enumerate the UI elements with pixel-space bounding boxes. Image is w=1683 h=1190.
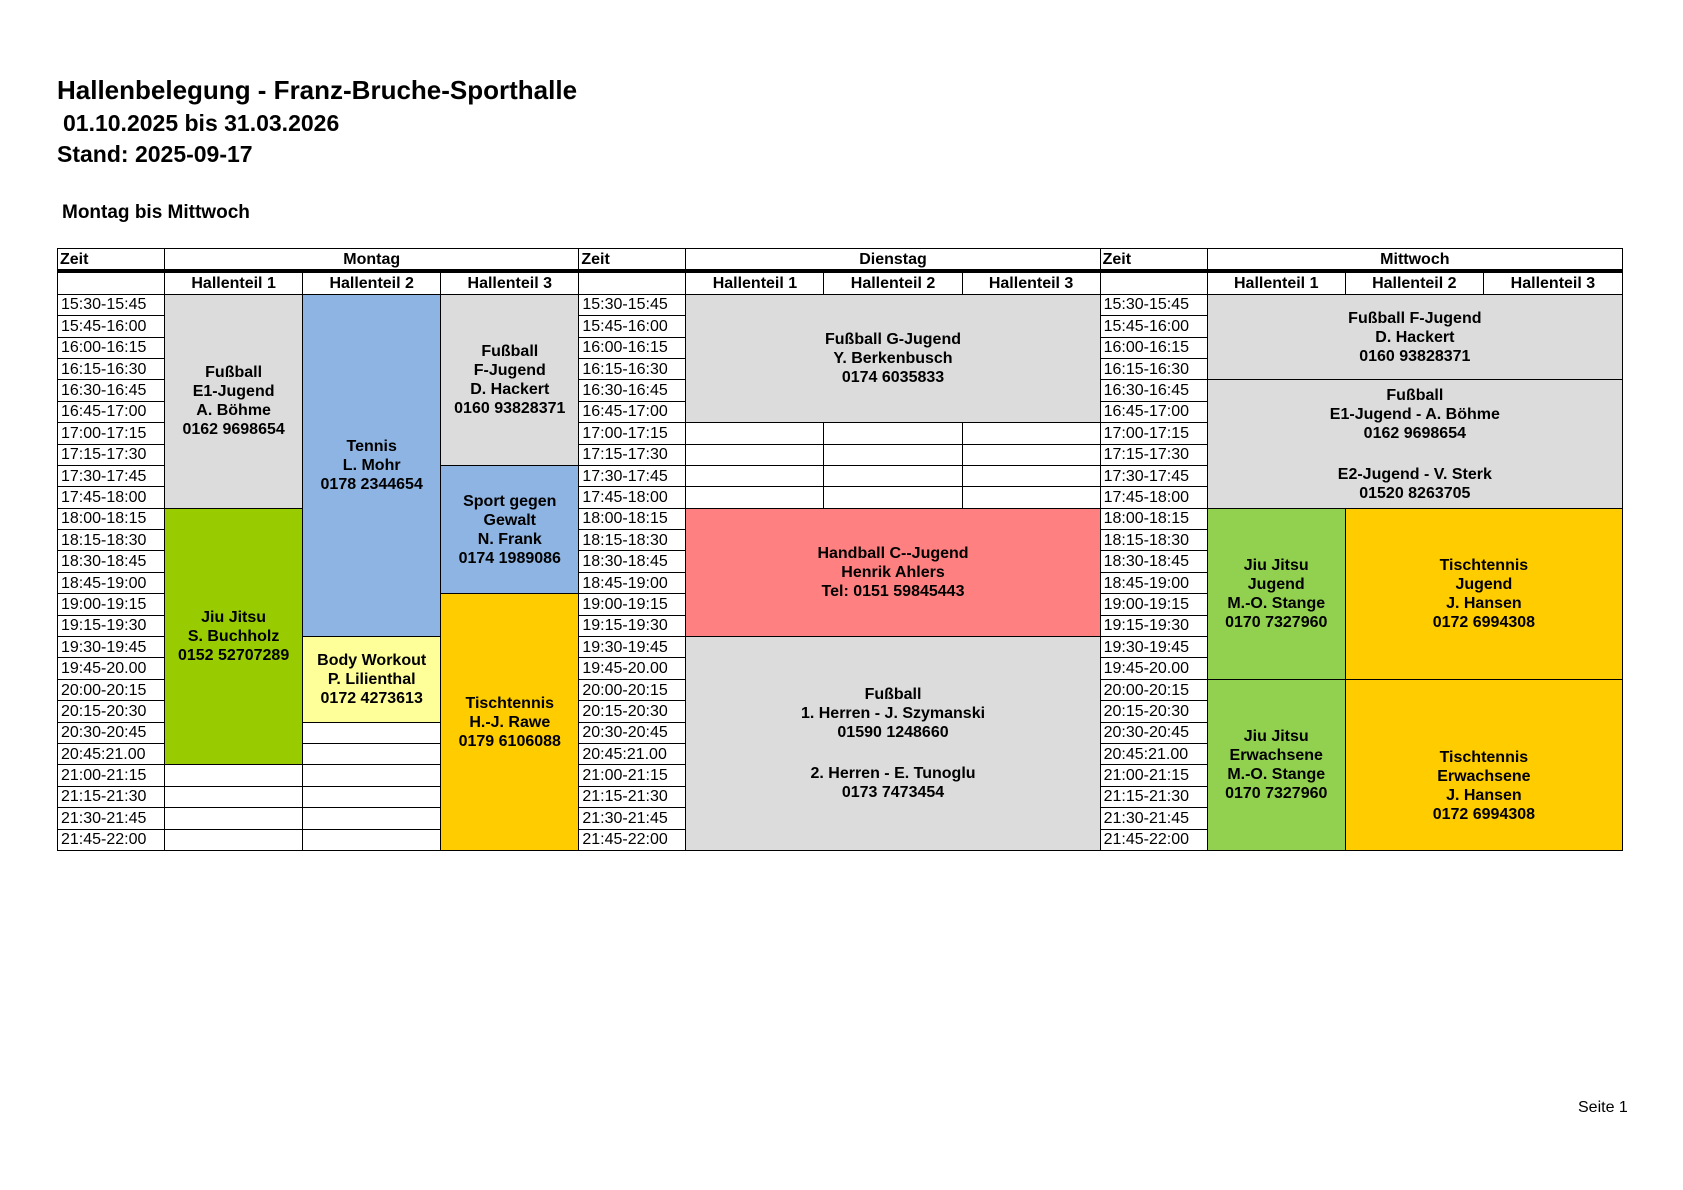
booking-line: F-Jugend [473,361,546,379]
booking-line: Jiu Jitsu [1243,727,1309,745]
booking-line: E2-Jugend - V. Sterk [1337,465,1492,483]
booking-di-fussball-herren [686,637,1100,851]
time-cell: 15:30-15:45 [58,294,165,315]
time-cell: 20:00-20:15 [579,679,686,700]
booking-mi-h1-jiujitsu-erw [1207,679,1345,850]
empty-slot [165,808,303,829]
empty-slot [962,487,1100,508]
empty-slot [303,808,441,829]
time-cell: 19:30-19:45 [579,637,686,658]
booking-line: Fußball [481,342,539,360]
time-cell: 16:45-17:00 [1100,401,1207,422]
time-cell: 16:15-16:30 [1100,358,1207,379]
booking-mo-h1-fussball [165,294,303,508]
zeit-header: Zeit [579,249,686,272]
booking-line: 0160 93828371 [1359,347,1471,365]
time-cell: 16:45-17:00 [58,401,165,422]
time-cell: 18:15-18:30 [1100,530,1207,551]
booking-line: Jiu Jitsu [1243,556,1309,574]
time-cell: 20:45:21.00 [1100,743,1207,764]
page-title: Hallenbelegung - Franz-Bruche-Sporthalle [57,75,578,105]
booking-line: Fußball [864,685,922,703]
booking-line: 0178 2344654 [320,475,423,493]
time-cell: 21:00-21:15 [58,765,165,786]
booking-line: H.-J. Rawe [469,713,551,731]
booking-di-fussball-g [686,294,1100,422]
time-cell: 18:30-18:45 [58,551,165,572]
booking-mo-h1-jiujitsu [165,508,303,765]
booking-line: Erwachsene [1229,746,1323,764]
time-cell: 20:30-20:45 [58,722,165,743]
booking-line: 0170 7327960 [1225,784,1328,802]
time-cell: 18:15-18:30 [579,530,686,551]
booking-mo-h2-body [303,637,441,723]
time-cell: 20:00-20:15 [1100,679,1207,700]
hallenteil-header-1: Hallenteil 1 [165,271,303,294]
schedule-table [57,248,1623,851]
booking-line: L. Mohr [342,456,401,474]
booking-mi-h1-jiujitsu-jugend [1207,508,1345,679]
booking-line: D. Hackert [1375,328,1455,346]
time-cell: 21:15-21:30 [579,786,686,807]
time-cell: 21:45-22:00 [1100,829,1207,850]
hallenteil-header-1: Hallenteil 1 [686,271,824,294]
booking-line: Jugend [1455,575,1513,593]
empty-slot [303,786,441,807]
hallenteil-header-2: Hallenteil 2 [303,271,441,294]
booking-mo-h2-tennis [303,294,441,636]
booking-line: Sport gegen [463,492,557,510]
booking-line: Handball C--Jugend [817,544,969,562]
booking-line: Erwachsene [1437,768,1531,786]
time-cell: 19:00-19:15 [58,594,165,615]
booking-line: Body Workout [317,651,427,669]
time-cell: 16:45-17:00 [579,401,686,422]
time-cell: 19:15-19:30 [58,615,165,636]
booking-line: 0160 93828371 [454,399,566,417]
time-cell: 20:00-20:15 [58,679,165,700]
time-cell: 20:30-20:45 [1100,722,1207,743]
time-cell: 17:00-17:15 [58,423,165,444]
booking-line: Y. Berkenbusch [833,349,953,367]
empty-slot [962,465,1100,486]
empty-slot [303,829,441,850]
booking-line: Tischtennis [1439,749,1529,767]
time-cell: 17:30-17:45 [579,465,686,486]
booking-line: Tennis [346,437,397,455]
booking-line: 0152 52707289 [177,647,290,665]
booking-line: E1-Jugend - A. Böhme [1329,405,1500,423]
empty-slot [165,786,303,807]
time-cell: 18:30-18:45 [579,551,686,572]
booking-line: 0174 1989086 [458,549,561,567]
time-cell: 15:30-15:45 [579,294,686,315]
booking-line: Henrik Ahlers [841,563,945,581]
booking-mo-h3-fussball [441,294,579,465]
time-cell: 16:30-16:45 [1100,380,1207,401]
time-cell: 16:00-16:15 [1100,337,1207,358]
time-cell: 18:00-18:15 [1100,508,1207,529]
time-cell: 19:15-19:30 [1100,615,1207,636]
booking-line: 0172 4273613 [320,689,423,707]
time-cell: 17:45-18:00 [58,487,165,508]
booking-line: 0172 6994308 [1432,613,1536,631]
empty-slot [824,465,962,486]
time-cell: 16:30-16:45 [58,380,165,401]
booking-line: Tischtennis [465,694,555,712]
time-cell: 16:30-16:45 [579,380,686,401]
empty-header-cell [58,271,165,294]
empty-slot [962,423,1100,444]
time-cell: 20:30-20:45 [579,722,686,743]
booking-line: 0162 9698654 [1363,424,1466,442]
time-cell: 17:00-17:15 [579,423,686,444]
booking-line: 0172 6994308 [1432,806,1536,824]
time-cell: 15:30-15:45 [1100,294,1207,315]
time-cell: 18:15-18:30 [58,530,165,551]
time-cell: 19:00-19:15 [1100,594,1207,615]
booking-mi-fussball-e [1207,380,1622,508]
booking-line: M.-O. Stange [1227,594,1326,612]
booking-line: 01590 1248660 [837,723,949,741]
time-cell: 18:00-18:15 [58,508,165,529]
hallenteil-header-1: Hallenteil 1 [1207,271,1345,294]
booking-line: 2. Herren - E. Tunoglu [810,764,976,782]
zeit-header: Zeit [1100,249,1207,272]
empty-slot [824,423,962,444]
time-cell: 17:45-18:00 [1100,487,1207,508]
time-cell: 19:00-19:15 [579,594,686,615]
time-cell: 17:00-17:15 [1100,423,1207,444]
empty-slot [686,465,824,486]
booking-line: J. Hansen [1446,594,1522,612]
time-cell: 21:30-21:45 [579,808,686,829]
booking-mo-h3-sport [441,465,579,593]
time-cell: 18:45-19:00 [58,572,165,593]
booking-line: Gewalt [483,511,536,529]
empty-slot [824,487,962,508]
booking-line: E1-Jugend [192,383,275,401]
booking-line: Tischtennis [1439,556,1529,574]
time-cell: 21:00-21:15 [579,765,686,786]
time-cell: 19:45-20.00 [1100,658,1207,679]
booking-line: Jugend [1247,575,1305,593]
booking-line: 0173 7473454 [841,783,945,801]
booking-di-handball [686,508,1100,636]
empty-slot [165,829,303,850]
time-cell: 18:45-19:00 [579,572,686,593]
time-cell: 21:45-22:00 [58,829,165,850]
empty-slot [962,444,1100,465]
booking-line: 0179 6106088 [458,732,561,750]
time-cell: 18:30-18:45 [1100,551,1207,572]
day-header-montag: Montag [165,249,579,272]
section-title: Montag bis Mittwoch [62,202,250,223]
time-cell: 21:15-21:30 [58,786,165,807]
zeit-header: Zeit [58,249,165,272]
empty-header-cell [579,271,686,294]
time-cell: 17:15-17:30 [579,444,686,465]
hallenteil-header-3: Hallenteil 3 [1483,271,1622,294]
booking-mo-h3-tischtennis [441,594,579,851]
time-cell: 17:15-17:30 [1100,444,1207,465]
time-cell: 16:15-16:30 [58,358,165,379]
booking-mi-h23-tischtennis-jugend [1345,508,1622,679]
time-cell: 17:30-17:45 [58,465,165,486]
time-cell: 19:30-19:45 [58,637,165,658]
time-cell: 18:00-18:15 [579,508,686,529]
booking-mi-h23-tischtennis-erw [1345,722,1622,850]
booking-line: P. Lilienthal [327,670,416,688]
time-cell: 21:00-21:15 [1100,765,1207,786]
empty-slot [303,722,441,743]
booking-line: Fußball [1386,386,1444,404]
booking-line: 1. Herren - J. Szymanski [800,704,986,722]
empty-slot [165,765,303,786]
booking-line: Tel: 0151 59845443 [821,582,965,600]
empty-slot [686,444,824,465]
booking-line: J. Hansen [1446,787,1522,805]
time-cell: 20:15-20:30 [58,701,165,722]
booking-line: Jiu Jitsu [201,609,267,627]
booking-line: S. Buchholz [187,628,280,646]
time-cell: 20:45:21.00 [58,743,165,764]
time-cell: 20:45:21.00 [579,743,686,764]
time-cell: 18:45-19:00 [1100,572,1207,593]
stand-date: Stand: 2025-09-17 [57,141,253,167]
booking-line: Fußball F-Jugend [1348,309,1482,327]
hallenteil-header-2: Hallenteil 2 [824,271,962,294]
empty-slot [824,444,962,465]
booking-mi-fussball-f [1207,294,1622,380]
time-cell: 19:15-19:30 [579,615,686,636]
time-cell: 16:15-16:30 [579,358,686,379]
booking-line: D. Hackert [470,380,550,398]
time-cell: 21:45-22:00 [579,829,686,850]
day-header-mittwoch: Mittwoch [1207,249,1622,272]
booking-line: N. Frank [477,530,542,548]
booking-line: Fußball [205,364,263,382]
booking-block-empty [1345,679,1622,722]
time-cell: 15:45-16:00 [1100,316,1207,337]
empty-slot [303,743,441,764]
time-cell: 19:45-20.00 [579,658,686,679]
booking-line: Fußball G-Jugend [825,330,961,348]
booking-line: 01520 8263705 [1359,484,1471,502]
booking-line: M.-O. Stange [1227,765,1326,783]
time-cell: 17:15-17:30 [58,444,165,465]
empty-slot [686,487,824,508]
hallenteil-header-2: Hallenteil 2 [1345,271,1483,294]
time-cell: 21:30-21:45 [58,808,165,829]
time-cell: 21:30-21:45 [1100,808,1207,829]
empty-slot [686,423,824,444]
day-header-dienstag: Dienstag [686,249,1100,272]
empty-slot [303,765,441,786]
hallenteil-header-3: Hallenteil 3 [441,271,579,294]
period: 01.10.2025 bis 31.03.2026 [63,110,340,136]
time-cell: 15:45-16:00 [579,316,686,337]
time-cell: 16:00-16:15 [579,337,686,358]
time-cell: 20:15-20:30 [579,701,686,722]
booking-line: 0170 7327960 [1225,613,1328,631]
time-cell: 16:00-16:15 [58,337,165,358]
time-cell: 20:15-20:30 [1100,701,1207,722]
page-number: Seite 1 [1578,1099,1628,1116]
hallenteil-header-3: Hallenteil 3 [962,271,1100,294]
time-cell: 19:45-20.00 [58,658,165,679]
booking-line: 0162 9698654 [182,421,285,439]
time-cell: 15:45-16:00 [58,316,165,337]
time-cell: 17:30-17:45 [1100,465,1207,486]
empty-header-cell [1100,271,1207,294]
time-cell: 19:30-19:45 [1100,637,1207,658]
time-cell: 17:45-18:00 [579,487,686,508]
time-cell: 21:15-21:30 [1100,786,1207,807]
booking-line: 0174 6035833 [841,368,945,386]
booking-line: A. Böhme [196,402,271,420]
